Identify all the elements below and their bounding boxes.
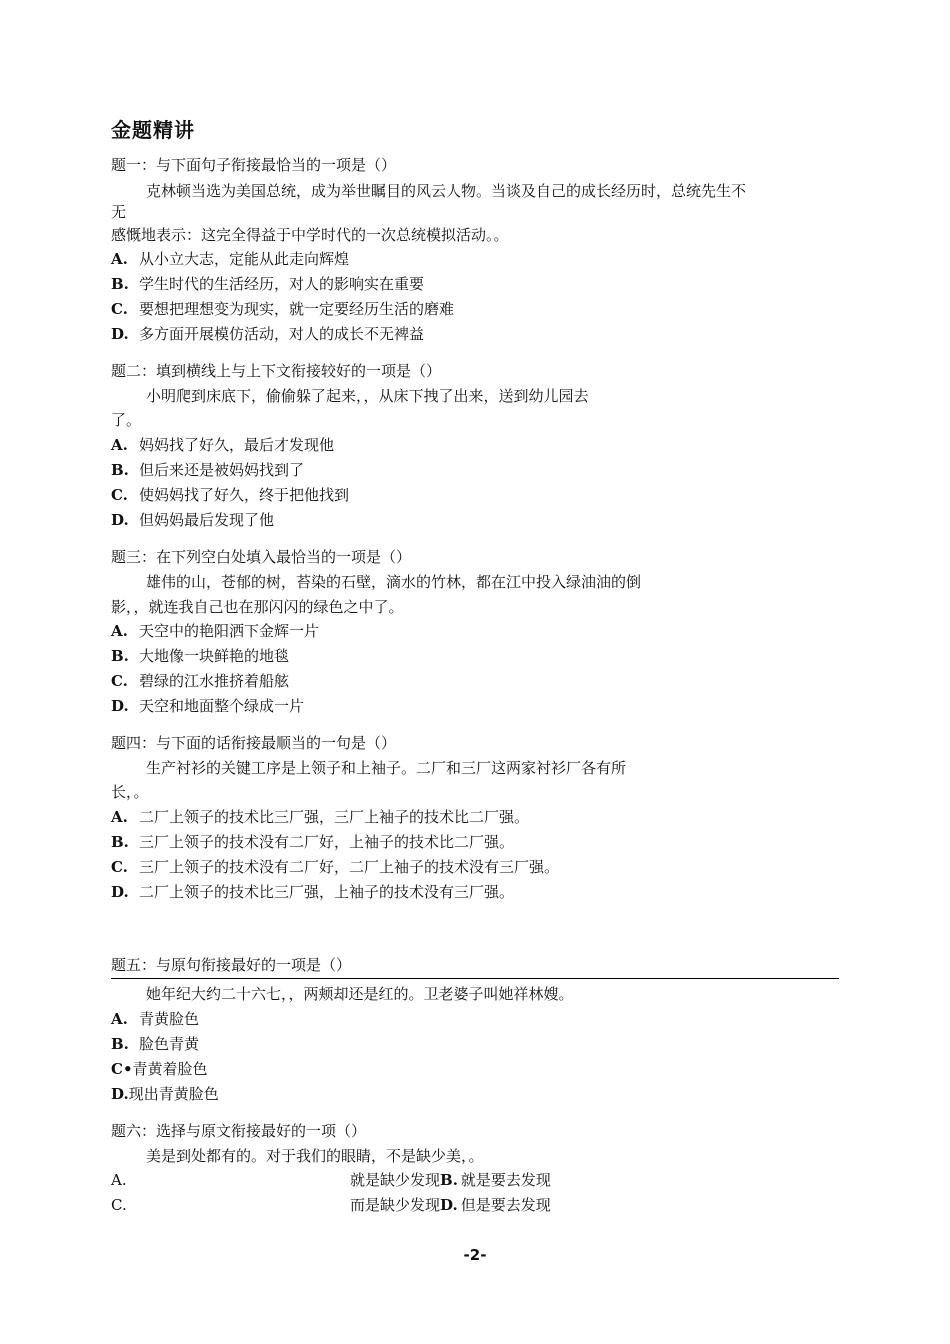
option-letter: D. xyxy=(111,883,129,901)
option-text: 青黄着脸色 xyxy=(132,1060,208,1078)
option-text: 多方面开展模仿活动，对人的成长不无裨益 xyxy=(139,325,425,343)
q5-option-b xyxy=(111,1035,199,1053)
q3-option-a xyxy=(111,622,319,640)
option-letter: D. xyxy=(111,1085,129,1103)
q3-option-b xyxy=(111,647,289,665)
q6-options-row1 xyxy=(350,1171,551,1189)
q2-option-a xyxy=(111,436,334,454)
q1-option-c xyxy=(111,300,454,318)
option-letter: A. xyxy=(111,250,128,268)
option-letter: D. xyxy=(111,511,129,529)
option-text: 青黄脸色 xyxy=(139,1010,200,1028)
option-letter: B. xyxy=(111,647,129,665)
option-text: 而是缺少发现 xyxy=(350,1196,441,1214)
option-letter: B. xyxy=(111,833,129,851)
q4-option-a xyxy=(111,808,529,826)
q3-stem: 题三：在下列空白处填入最恰当的一项是（） xyxy=(111,548,412,566)
option-text: 但是要去发现 xyxy=(460,1196,551,1214)
q2-option-d xyxy=(111,511,274,529)
q2-passage-line2: 了。 xyxy=(111,411,142,429)
q5-passage-line1: 她年纪大约二十六七，，两颊却还是红的。卫老婆子叫她祥林嫂。 xyxy=(146,985,574,1003)
option-letter: C• xyxy=(111,1060,133,1078)
q5-option-d xyxy=(111,1085,219,1103)
option-text: 从小立大志，定能从此走向辉煌 xyxy=(139,250,350,268)
option-letter: C. xyxy=(111,672,128,690)
option-text: 碧绿的江水推挤着船舷 xyxy=(139,672,290,690)
q3-option-d xyxy=(111,697,304,715)
option-text: 但妈妈最后发现了他 xyxy=(139,511,275,529)
q5-stem: 题五：与原句衔接最好的一项是（） xyxy=(111,956,352,974)
option-text: 就是要去发现 xyxy=(460,1171,551,1189)
q6-passage-line1: 美是到处都有的。对于我们的眼睛，不是缺少美，。 xyxy=(146,1147,484,1165)
option-text: 就是缺少发现 xyxy=(350,1171,441,1189)
q2-option-c xyxy=(111,486,349,504)
option-letter: A. xyxy=(111,622,128,640)
option-text: 脸色青黄 xyxy=(139,1035,200,1053)
q4-passage-line2: 长，。 xyxy=(111,783,149,801)
option-letter: A. xyxy=(111,1010,128,1028)
option-text: 大地像一块鲜艳的地毯 xyxy=(139,647,290,665)
horizontal-rule xyxy=(111,978,839,979)
q1-passage-line3: 感慨地表示：这完全得益于中学时代的一次总统模拟活动。。 xyxy=(111,226,509,244)
q1-option-d xyxy=(111,325,424,343)
q4-passage-line1: 生产衬衫的关键工序是上领子和上袖子。二厂和三厂这两家衬衫厂各有所 xyxy=(146,759,627,777)
q1-passage-line2: 无 xyxy=(111,203,127,221)
q3-option-c xyxy=(111,672,289,690)
option-letter: D. xyxy=(440,1196,458,1214)
option-text: 但后来还是被妈妈找到了 xyxy=(139,461,305,479)
option-letter: B. xyxy=(440,1171,458,1189)
q6-options-row2 xyxy=(350,1196,551,1214)
option-letter: C. xyxy=(111,486,128,504)
q5-option-c xyxy=(111,1060,208,1078)
option-letter: B. xyxy=(111,275,129,293)
option-text: 三厂上领子的技术没有二厂好，二厂上袖子的技术没有三厂强。 xyxy=(139,858,560,876)
q6-stem: 题六：选择与原文衔接最好的一项（） xyxy=(111,1122,367,1140)
option-letter: D. xyxy=(111,325,129,343)
q2-stem: 题二：填到横线上与上下文衔接较好的一项是（） xyxy=(111,362,442,380)
q1-option-b xyxy=(111,275,424,293)
option-text: 天空和地面整个绿成一片 xyxy=(139,697,305,715)
option-text: 三厂上领子的技术没有二厂好，上袖子的技术比二厂强。 xyxy=(139,833,515,851)
q2-option-b xyxy=(111,461,304,479)
q4-stem: 题四：与下面的话衔接最顺当的一句是（） xyxy=(111,734,397,752)
q4-option-b xyxy=(111,833,514,851)
option-text: 要想把理想变为现实，就一定要经历生活的磨难 xyxy=(139,300,455,318)
option-letter: A. xyxy=(111,808,128,826)
option-text: 使妈妈找了好久，终于把他找到 xyxy=(139,486,350,504)
option-text: 天空中的艳阳洒下金辉一片 xyxy=(139,622,320,640)
q1-option-a xyxy=(111,250,349,268)
option-letter: A. xyxy=(111,436,128,454)
q6-option-a-letter: A. xyxy=(111,1171,127,1189)
q4-option-c xyxy=(111,858,559,876)
section-heading: 金题精讲 xyxy=(111,118,195,142)
option-text: 现出青黄脸色 xyxy=(128,1085,219,1103)
option-letter: B. xyxy=(111,461,129,479)
q3-passage-line2: 影，，就连我自己也在那闪闪的绿色之中了。 xyxy=(111,598,404,616)
q6-option-c-letter: C. xyxy=(111,1196,127,1214)
option-letter: C. xyxy=(111,858,128,876)
option-text: 学生时代的生活经历，对人的影响实在重要 xyxy=(139,275,425,293)
q4-option-d xyxy=(111,883,514,901)
q5-option-a xyxy=(111,1010,199,1028)
option-letter: D. xyxy=(111,697,129,715)
option-letter: B. xyxy=(111,1035,129,1053)
option-text: 妈妈找了好久，最后才发现他 xyxy=(139,436,335,454)
q2-passage-line1: 小明爬到床底下，偷偷躲了起来，，从床下拽了出来，送到幼儿园去 xyxy=(146,387,589,405)
q3-passage-line1: 雄伟的山，苍郁的树，苔染的石壁，滴水的竹林，都在江中投入绿油油的倒 xyxy=(146,573,642,591)
option-text: 二厂上领子的技术比三厂强，三厂上袖子的技术比二厂强。 xyxy=(139,808,530,826)
q1-passage-line1: 克林顿当选为美国总统，成为举世瞩目的风云人物。当谈及自己的成长经历时，总统先生不 xyxy=(146,182,747,200)
option-text: 二厂上领子的技术比三厂强，上袖子的技术没有三厂强。 xyxy=(139,883,515,901)
page-number: -2- xyxy=(463,1246,487,1264)
q1-stem: 题一：与下面句子衔接最恰当的一项是（） xyxy=(111,156,397,174)
option-letter: C. xyxy=(111,300,128,318)
